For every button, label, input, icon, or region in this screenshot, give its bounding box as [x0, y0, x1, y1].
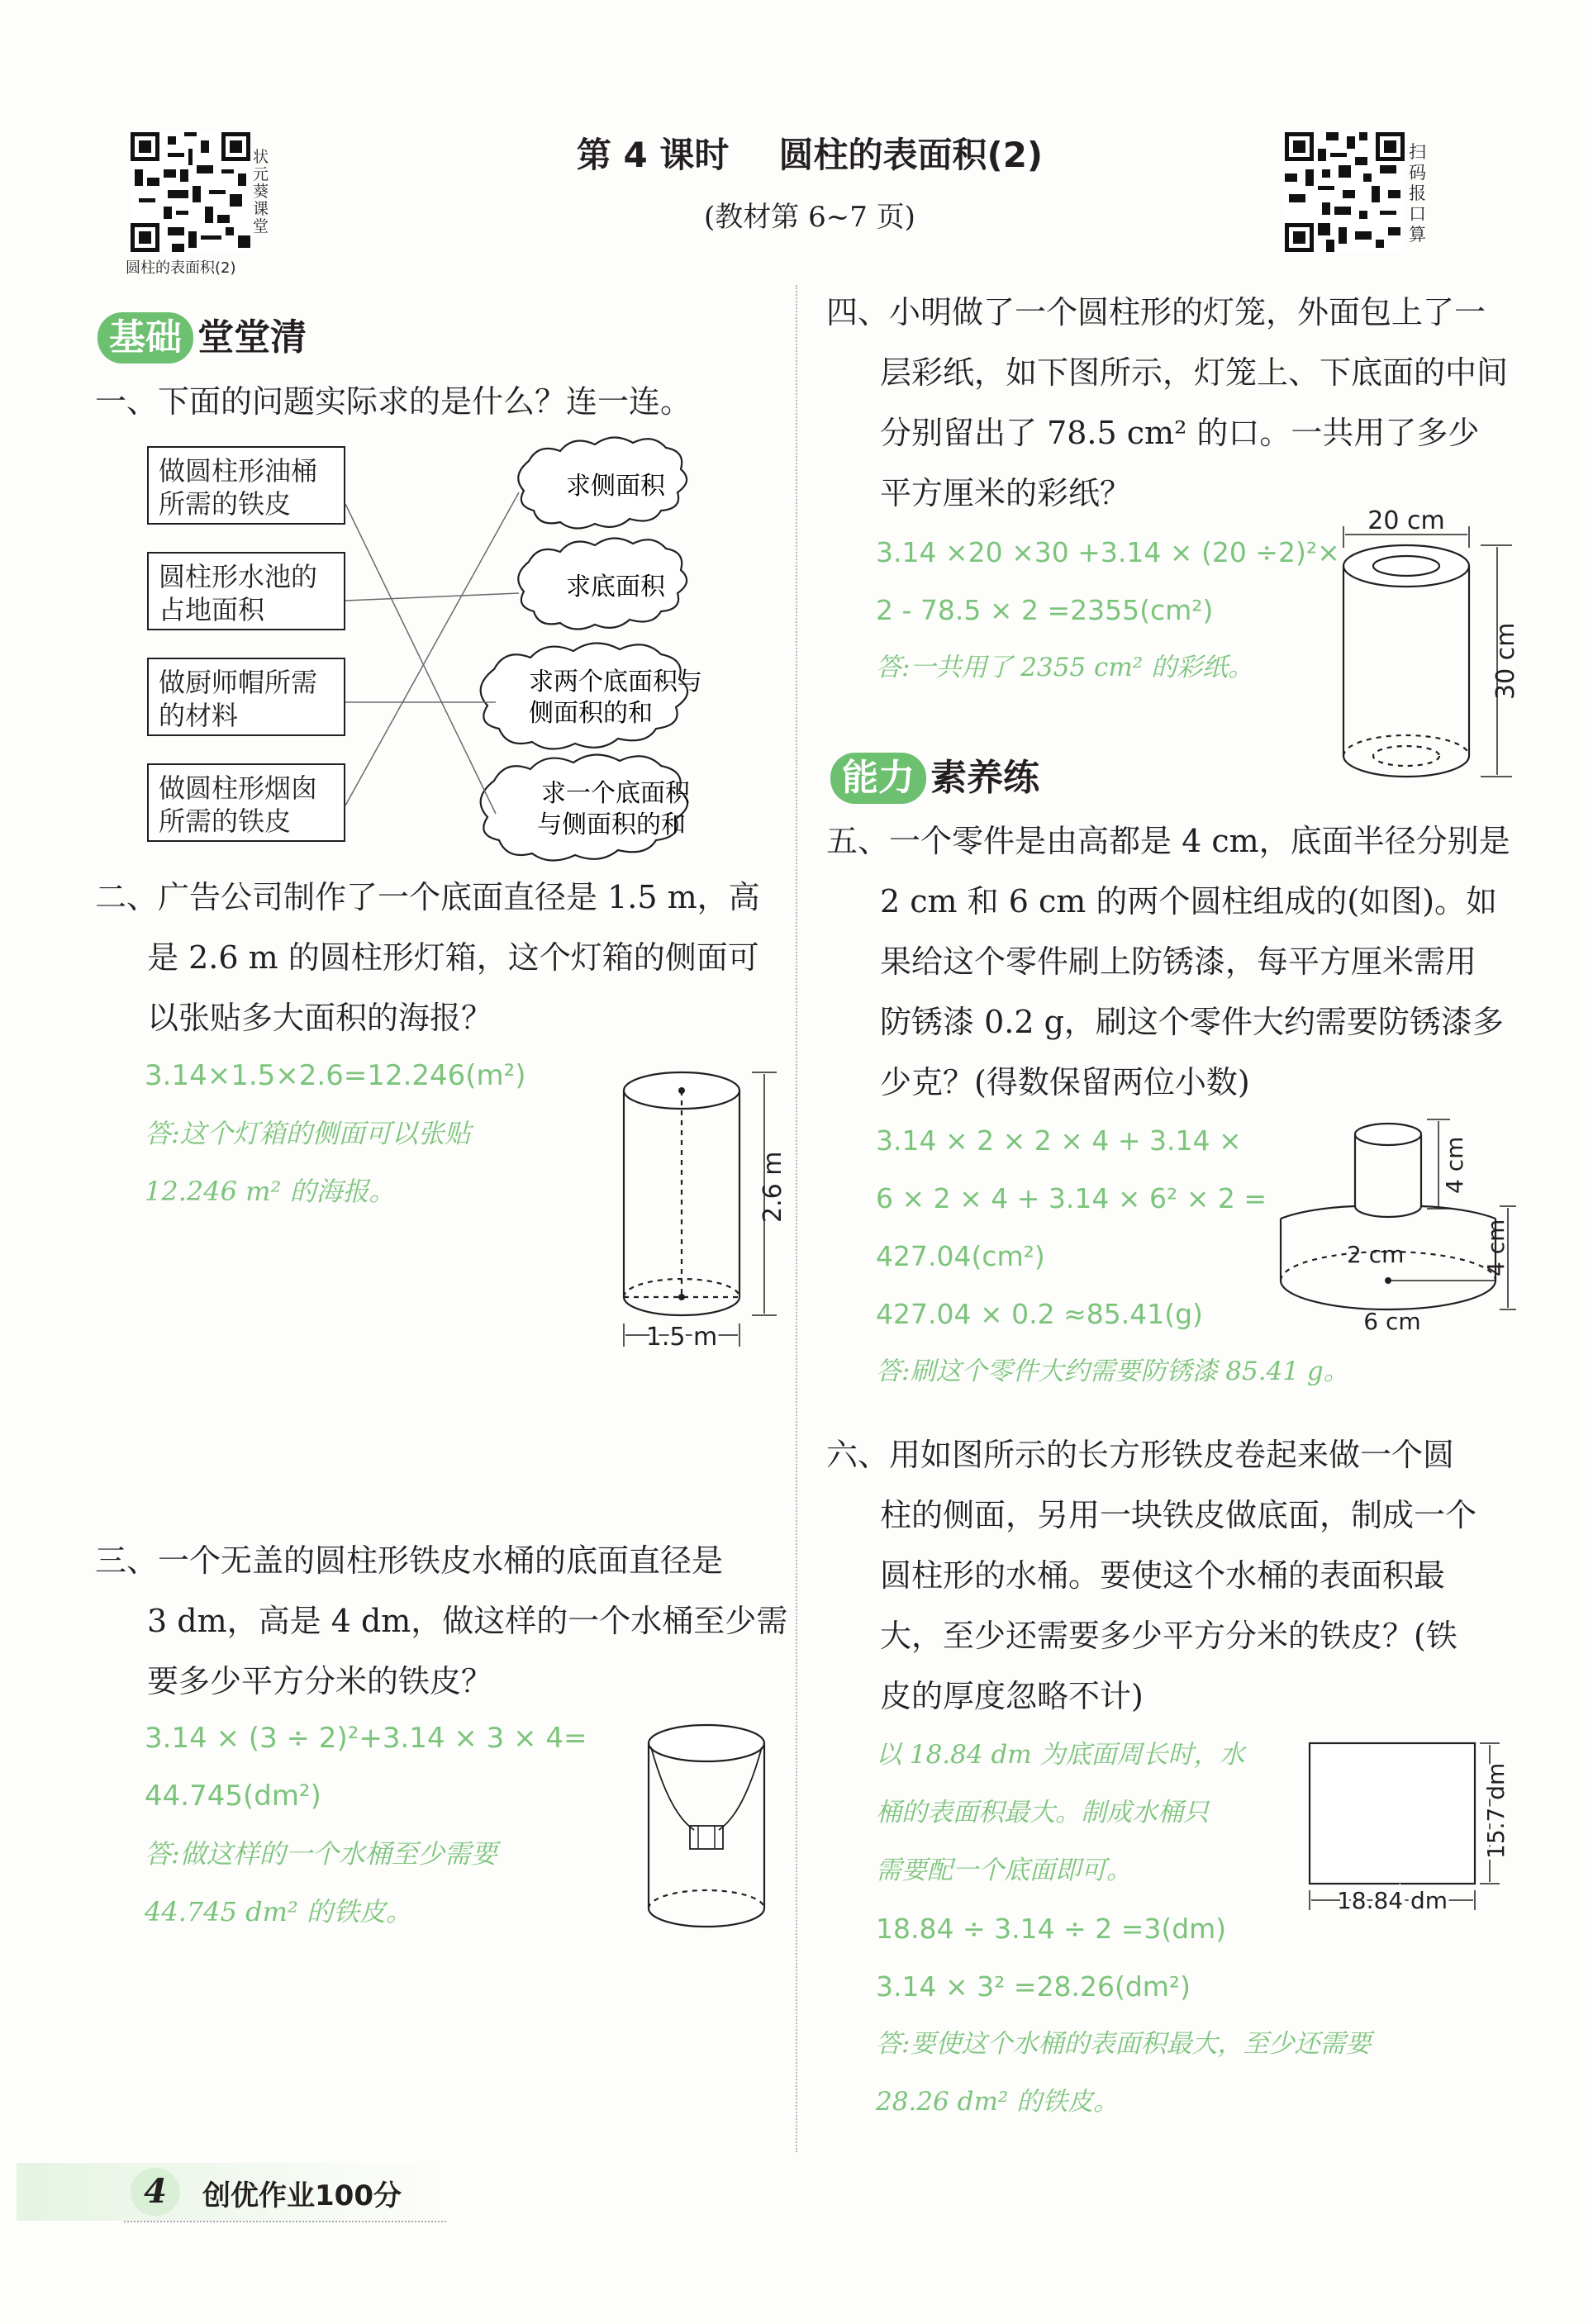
q1-prompt: 一、下面的问题实际求的是什么？连一连。 [95, 383, 692, 420]
q1-left-box-3-line2: 的材料 [159, 700, 239, 731]
q1-cloud-4-line1: 求一个底面积 [541, 779, 690, 808]
q6-answer-4: 18.84 ÷ 3.14 ÷ 2 =3(dm) [876, 1913, 1227, 1945]
q1-left-box-2-line2: 占地面积 [159, 594, 265, 625]
q1-matching-diagram [0, 413, 793, 876]
qr-code-right[interactable] [1285, 132, 1405, 252]
page-number: 4 [144, 2172, 167, 2211]
q5-fig-top-height: 4 cm [1441, 1136, 1468, 1194]
q4-line-2: 层彩纸，如下图所示，灯笼上、下底面的中间 [880, 354, 1509, 391]
q2-line-3: 以张贴多大面积的海报？ [147, 1000, 493, 1036]
page-subtitle: (教材第 6~7 页) [704, 201, 915, 234]
q6-answer-6: 答:要使这个水桶的表面积最大，至少还需要 [876, 2029, 1372, 2059]
q5-fig-big-radius: 6 cm [1363, 1308, 1421, 1334]
q4-lantern-figure [1322, 508, 1578, 793]
page-title: 圆柱的表面积(2) [778, 135, 1044, 175]
footer-brand: 创优作业100分 [202, 2179, 402, 2212]
q4-fig-height-label: 30 cm [1491, 622, 1520, 700]
q5-answer-4: 427.04 × 0.2 ≈85.41(g) [876, 1298, 1203, 1330]
q5-line-4: 防锈漆 0.2 g，刷这个零件大约需要防锈漆多 [880, 1004, 1504, 1040]
q4-fig-diameter-label: 20 cm [1367, 508, 1445, 535]
qr-left-side-label: 状元葵课堂 [253, 148, 269, 235]
q6-answer-5: 3.14 × 3² =28.26(dm²) [876, 1970, 1191, 2003]
q3-line-2: 3 dm，高是 4 dm，做这样的一个水桶至少需 [147, 1603, 788, 1639]
q1-left-box-4-line1: 做圆柱形烟囱 [159, 772, 318, 804]
qr-left-caption: 圆柱的表面积(2) [126, 259, 236, 277]
q4-answer-3: 答:一共用了 2355 cm² 的彩纸。 [876, 653, 1254, 682]
qr-code-left[interactable] [131, 132, 250, 252]
q2-cylinder-figure [611, 1049, 793, 1363]
q3-answer-1: 3.14 × (3 ÷ 2)²+3.14 × 3 × 4= [145, 1722, 587, 1755]
q2-fig-height-label: 2.6 m [758, 1151, 787, 1223]
q6-fig-width-label: 18.84 dm [1336, 1887, 1448, 1914]
q5-line-5: 少克？(得数保留两位小数) [880, 1064, 1250, 1100]
q4-answer-2: 2 - 78.5 × 2 =2355(cm²) [876, 594, 1214, 626]
q1-left-box-4-line2: 所需的铁皮 [159, 806, 292, 837]
lesson-number: 第 4 课时 [576, 135, 730, 175]
q2-fig-diameter-label: 1.5 m [645, 1323, 718, 1352]
q1-cloud-1-text: 求侧面积 [566, 472, 665, 501]
q4-line-1: 四、小明做了一个圆柱形的灯笼，外面包上了一 [826, 294, 1486, 330]
q1-left-box-3-line1: 做厨师帽所需 [159, 667, 318, 698]
q3-answer-4: 44.745 dm² 的铁皮。 [145, 1896, 412, 1927]
q1-left-box-1-line1: 做圆柱形油桶 [159, 455, 318, 487]
q1-cloud-3-line2: 侧面积的和 [529, 699, 653, 728]
q6-line-2: 柱的侧面，另用一块铁皮做底面，制成一个 [880, 1497, 1477, 1533]
q1-left-box-1-line2: 所需的铁皮 [159, 488, 292, 520]
q3-line-1: 三、一个无盖的圆柱形铁皮水桶的底面直径是 [95, 1542, 724, 1579]
q1-cloud-2-text: 求底面积 [566, 573, 665, 601]
q6-fig-height-label: 15.7 dm [1482, 1762, 1510, 1859]
q6-answer-2: 桶的表面积最大。制成水桶只 [876, 1798, 1209, 1827]
q1-match-line-2 [345, 593, 519, 601]
q6-line-5: 皮的厚度忽略不计) [880, 1678, 1144, 1714]
page-number-badge [131, 2168, 180, 2216]
q3-bucket-figure [636, 1714, 777, 1937]
q5-fig-bottom-height: 4 cm [1482, 1219, 1510, 1276]
q2-answer-3: 12.246 m² 的海报。 [145, 1176, 396, 1207]
section-basic-heading [97, 307, 307, 364]
q3-answer-2: 44.745(dm²) [145, 1780, 321, 1813]
q6-line-4: 大，至少还需要多少平方分米的铁皮？(铁 [880, 1618, 1457, 1654]
q2-line-1: 二、广告公司制作了一个底面直径是 1.5 m，高 [95, 879, 760, 915]
q5-fig-small-radius: 2 cm [1347, 1241, 1405, 1268]
q5-part-figure [1243, 1111, 1524, 1334]
section-basic-pill: 基础 [97, 312, 193, 364]
section-ability-title: 素养练 [930, 757, 1040, 799]
q6-rectangle-figure [1293, 1727, 1516, 1917]
section-basic-title: 堂堂清 [197, 316, 307, 359]
footer-rule [124, 2221, 446, 2222]
q2-answer-1: 3.14×1.5×2.6=12.246(m²) [145, 1059, 526, 1092]
lesson-header [496, 128, 1124, 178]
q5-line-1: 五、一个零件是由高都是 4 cm，底面半径分别是 [826, 823, 1510, 859]
q5-answer-5: 答:刷这个零件大约需要防锈漆 85.41 g。 [876, 1357, 1349, 1386]
q2-answer-2: 答:这个灯箱的侧面可以张贴 [145, 1118, 471, 1149]
q5-answer-3: 427.04(cm²) [876, 1240, 1045, 1272]
q5-line-3: 果给这个零件刷上防锈漆，每平方厘米需用 [880, 943, 1477, 980]
q6-line-3: 圆柱形的水桶。要使这个水桶的表面积最 [880, 1557, 1446, 1594]
q6-line-1: 六、用如图所示的长方形铁皮卷起来做一个圆 [826, 1437, 1455, 1473]
q5-line-2: 2 cm 和 6 cm 的两个圆柱组成的(如图)。如 [880, 883, 1498, 920]
column-divider [796, 285, 797, 2152]
q2-line-2: 是 2.6 m 的圆柱形灯箱，这个灯箱的侧面可 [147, 939, 759, 976]
q6-answer-1: 以 18.84 dm 为底面周长时，水 [876, 1740, 1245, 1770]
q6-answer-7: 28.26 dm² 的铁皮。 [876, 2087, 1120, 2117]
q4-answer-1: 3.14 ×20 ×30 +3.14 × (20 ÷2)²× [876, 536, 1340, 568]
q1-match-line-4 [345, 492, 519, 806]
q4-line-3: 分别留出了 78.5 cm² 的口。一共用了多少 [880, 415, 1480, 451]
q6-answer-3: 需要配一个底面即可。 [876, 1856, 1132, 1885]
q3-line-3: 要多少平方分米的铁皮？ [147, 1663, 493, 1699]
q1-cloud-3-line1: 求两个底面积与 [529, 668, 702, 696]
q3-answer-3: 答:做这样的一个水桶至少需要 [145, 1838, 497, 1870]
q1-left-box-2-line1: 圆柱形水池的 [159, 561, 318, 592]
qr-right-side-label: 扫码报口算 [1409, 142, 1426, 245]
section-ability-heading [830, 748, 1039, 804]
section-ability-pill: 能力 [830, 753, 926, 804]
q5-answer-2: 6 × 2 × 4 + 3.14 × 6² × 2 = [876, 1182, 1267, 1214]
q4-line-4: 平方厘米的彩纸？ [880, 475, 1132, 511]
q5-answer-1: 3.14 × 2 × 2 × 4 + 3.14 × [876, 1124, 1242, 1157]
q1-match-line-1 [345, 504, 496, 814]
q1-cloud-4-line2: 与侧面积的和 [537, 810, 686, 839]
